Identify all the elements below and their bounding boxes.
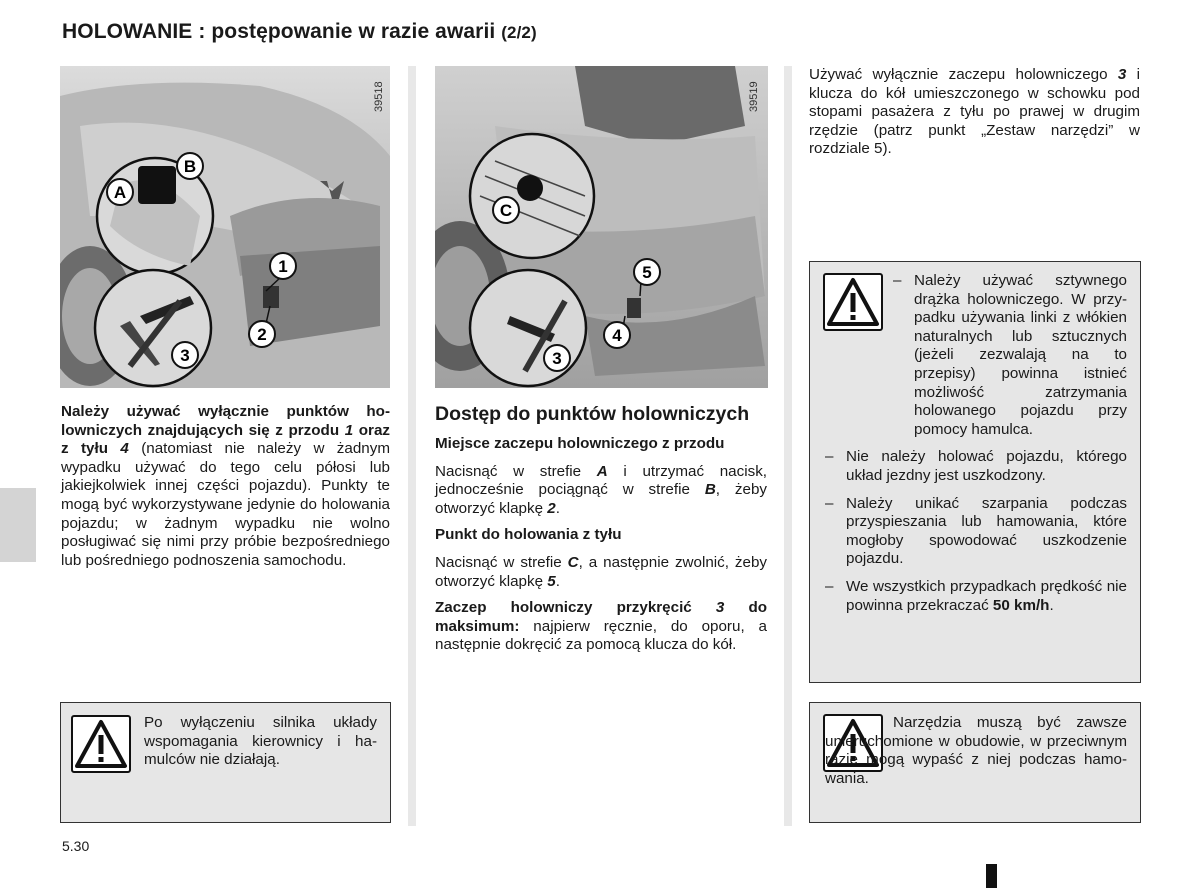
figure-front-towing: [60, 66, 390, 388]
front-instruction: Nacisnąć w strefie A i utrzymać nacisk, jednocześnie pociągnąć w strefie B, żeby otworzyć klapkę 2.: [435, 462, 768, 517]
column-divider-right: [784, 66, 792, 826]
rear-instruction: Nacisnąć w strefie C, a następnie zwolnić, żeby otworzyć klapkę 5.: [435, 553, 767, 590]
section-heading: Dostęp do punktów holowniczych: [435, 403, 750, 425]
warning-text-left: Po wyłączeniu silnika układy wspomagania kierownicy i hamulców nie działają.: [144, 714, 377, 769]
label-B: B: [183, 157, 197, 176]
corner-mark: [986, 864, 997, 888]
label-5: 5: [642, 263, 652, 282]
ref-3: 3: [715, 599, 725, 617]
page-title: [62, 20, 537, 44]
right-intro: Używać wyłącznie zaczepu holowniczego 3 i klucza do kół umieszczonego w schowku pod stopami pasażera z tyłu po prawej w drugim rzędzie (patrz punkt „Zestaw narzędzi” w rozdziale 5).: [809, 66, 1140, 158]
left-paragraph: [61, 403, 390, 570]
subheading-front: Miejsce zaczepu holowniczego z przodu: [435, 435, 725, 452]
label-2: 2: [257, 325, 267, 344]
lp-rest: (natomiast nie należy w żadnym wypadku używać do tego celu półosi lub jakiejkolwiek innej części pojazdu). Punkty te mogą być wykorzystywane jedynie do holowania pojazdu; w żadnym wypadku nie wolno posługiwać się nimi przy próbie bezpośredniego lub pośredniego podnoszenia samochodu.: [61, 440, 390, 569]
lp-ref-1: 1: [344, 421, 354, 439]
warning-box-right-2: [809, 702, 1141, 823]
page-number: 5.30: [62, 838, 90, 854]
ref-3-right: 3: [1117, 66, 1127, 83]
warning-box-right-1: [809, 261, 1141, 683]
figure-rear-towing: [435, 66, 768, 388]
label-A: A: [113, 183, 127, 202]
subheading-rear: Punkt do holowania z tyłu: [435, 526, 622, 544]
ref-B: B: [704, 481, 716, 499]
ref-A: A: [596, 462, 608, 480]
column-divider-left: [408, 66, 416, 826]
speed-limit: 50 km/h: [992, 596, 1050, 614]
label-C: C: [499, 201, 513, 220]
warning-item-1: – Należy używać sztywnego drążka holowniczego. W przypadku używania linki z włókien naturalnych lub sztucznych (jeżeli zezwalają na to przepisy) powinna istnieć możliwość zatrzymania holowanego pojazdu przy pomocy hamulca.: [893, 272, 1127, 439]
page-title-part: (2/2): [501, 23, 537, 42]
warning-item-4: – We wszystkich przypadkach prędkość nie powinna przekraczać 50 km/h.: [825, 578, 1127, 615]
middle-column: [435, 403, 767, 655]
figure-ref-number: 39518: [373, 81, 385, 112]
label-4: 4: [612, 326, 622, 345]
ref-C: C: [567, 553, 579, 571]
lp-bold-2: oraz z tyłu: [61, 421, 390, 458]
ref-5: 5: [547, 572, 556, 590]
label-3b: 3: [552, 349, 562, 368]
label-1: 1: [278, 257, 288, 276]
lp-ref-4: 4: [120, 440, 129, 458]
screw-instruction: Zaczep holowniczy przykręcić 3 do maksimum: najpierw ręcznie, do oporu, a następnie dokręcić za pomocą klucza do kół.: [435, 599, 767, 654]
figure-ref-number-2: 39519: [748, 81, 760, 112]
ref-2: 2: [547, 499, 556, 517]
warning-box-left: [60, 702, 391, 823]
warning-triangle-icon: [71, 715, 131, 773]
chapter-tab: [0, 488, 36, 562]
warning-text-right-2: Narzędzia muszą być zawsze unieruchomione w obudowie, w przeciwnym razie mogą wypaść z niej podczas hamowania.: [825, 714, 1127, 787]
warning-item-2: – Nie należy holować pojazdu, którego układ jezdny jest uszkodzony.: [825, 448, 1127, 485]
warning-list-right: [825, 272, 1127, 615]
warning-item-3: – Należy unikać szarpania podczas przyspieszania lub hamowania, które mogłoby spowodować uszkodzenie pojazdu.: [825, 495, 1127, 569]
lp-bold-1: Należy używać wyłącznie punktów holowniczych znajdujących się z przodu: [61, 403, 390, 439]
page-title-text: HOLOWANIE : postępowanie w razie awarii: [62, 20, 496, 43]
label-3: 3: [180, 346, 190, 365]
